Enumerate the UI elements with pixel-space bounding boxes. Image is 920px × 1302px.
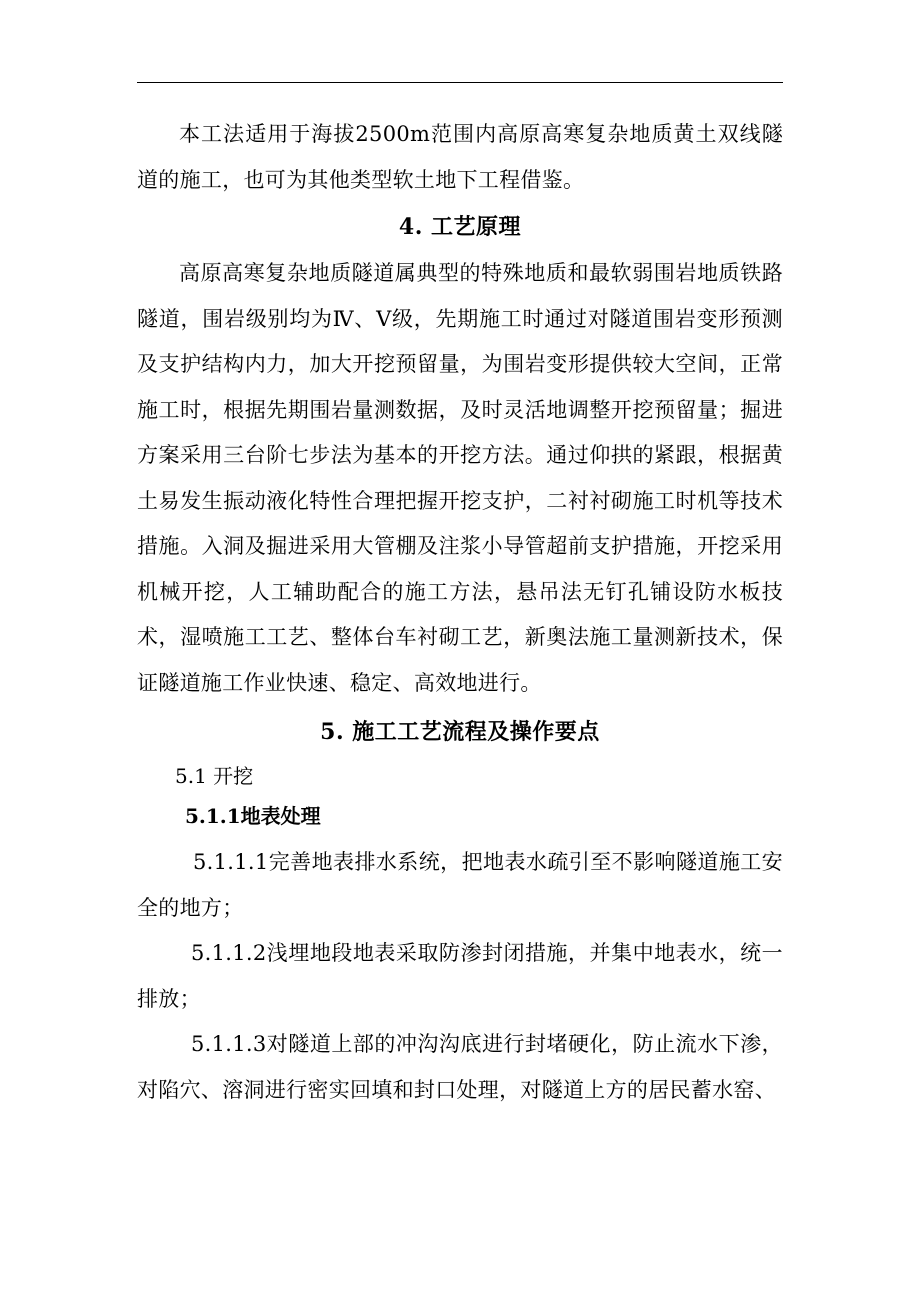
subsection-5-1-heading: 5.1 开挖 xyxy=(175,764,254,788)
header-rule xyxy=(137,82,783,83)
document-body xyxy=(137,112,783,1113)
list-item: 5.1.1.1完善地表排水系统，把地表水疏引至不影响隧道施工安全的地方； xyxy=(137,850,783,920)
list-item: 5.1.1.2浅埋地段地表采取防渗封闭措施，并集中地表水，统一排放； xyxy=(137,941,783,1011)
intro-paragraph: 本工法适用于海拔2500m范围内高原高寒复杂地质黄土双线隧道的施工，也可为其他类型软土地下工程借鉴。 xyxy=(137,122,783,192)
list-item: 5.1.1.3对隧道上部的冲沟沟底进行封堵硬化，防止流水下渗，对陷穴、溶洞进行密实回填和封口处理，对隧道上方的居民蓄水窑、 xyxy=(137,1032,783,1102)
section-4-paragraph: 高原高寒复杂地质隧道属典型的特殊地质和最软弱围岩地质铁路隧道，围岩级别均为Ⅳ、Ⅴ级，先期施工时通过对隧道围岩变形预测及支护结构内力，加大开挖预留量，为围岩变形提供较大空间，正常施工时，根据先期围岩量测数据，及时灵活地调整开挖预留量；掘进方案采用三台阶七步法为基本的开挖方法。通过仰拱的紧跟，根据黄土易发生振动液化特性合理把握开挖支护，二衬衬砌施工时机等技术措施。入洞及掘进采用大管棚及注浆小导管超前支护措施，开挖采用机械开挖，人工辅助配合的施工方法，悬吊法无钉孔铺设防水板技术，湿喷施工工艺、整体台车衬砌工艺，新奥法施工量测新技术，保证隧道施工作业快速、稳定、高效地进行。 xyxy=(137,261,783,695)
subsection-5-1-1-heading: 5.1.1地表处理 xyxy=(185,804,321,828)
section-5-heading: 5. 施工工艺流程及操作要点 xyxy=(320,719,600,745)
section-4-heading: 4. 工艺原理 xyxy=(398,214,522,240)
